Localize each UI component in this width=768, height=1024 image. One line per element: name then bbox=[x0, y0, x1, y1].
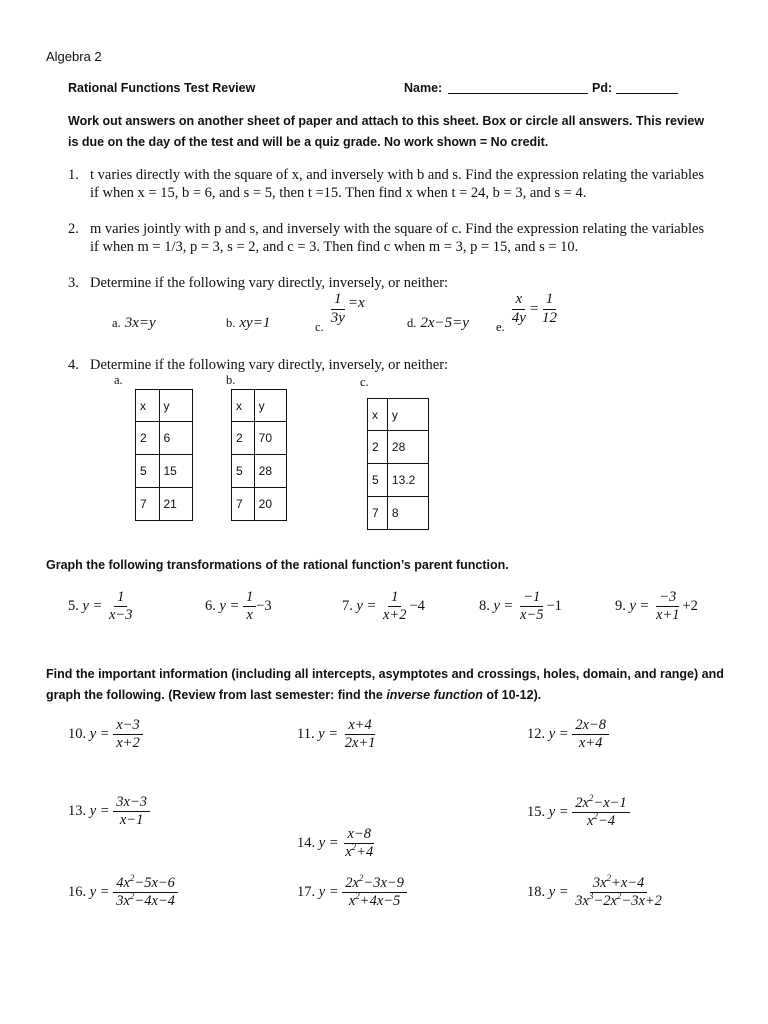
equation-rhs: =x bbox=[347, 294, 365, 311]
cell: 5 bbox=[368, 464, 388, 497]
denominator-term: −2x bbox=[593, 893, 617, 910]
numerator-term: 3x bbox=[592, 875, 607, 891]
equation-lhs: y = bbox=[89, 884, 110, 901]
problem-13 bbox=[68, 795, 150, 828]
denominator bbox=[584, 813, 618, 829]
equation-lhs: y = bbox=[318, 726, 339, 743]
equals-sign: = bbox=[528, 300, 539, 317]
heading-text: of 10-12). bbox=[482, 688, 542, 702]
denominator-term: −4x−4 bbox=[134, 893, 175, 910]
equation-lhs: y = bbox=[548, 884, 569, 901]
cell: 2 bbox=[368, 431, 388, 464]
equation-lhs: y = bbox=[356, 598, 377, 615]
question-text: t varies directly with the square of x, and inversely with b and s. Find the expression relating the variables if when x = 15, b = 6, and s = 5, then t =15. Then find x when t = 24, b = 3, and s = 4. bbox=[90, 167, 705, 201]
numerator-term: −3x−9 bbox=[363, 875, 404, 891]
exponent: 2 bbox=[355, 891, 360, 902]
cell: 2 bbox=[136, 422, 160, 455]
numerator: x bbox=[512, 292, 525, 310]
exponent: 2 bbox=[358, 873, 364, 884]
cell: 7 bbox=[368, 497, 388, 530]
fraction bbox=[113, 795, 150, 828]
q3-part-b bbox=[226, 314, 270, 332]
problem-9 bbox=[615, 590, 698, 623]
denominator: x+1 bbox=[655, 607, 680, 624]
problem-number: 12. bbox=[527, 726, 546, 743]
equation-lhs: y = bbox=[318, 835, 339, 852]
denominator: 12 bbox=[541, 309, 557, 326]
denominator: x+4 bbox=[578, 735, 603, 752]
q3-part-a bbox=[112, 314, 156, 332]
problem-18 bbox=[527, 873, 665, 910]
table-c bbox=[367, 398, 429, 530]
fraction bbox=[517, 590, 546, 623]
table-b bbox=[231, 389, 287, 521]
numerator: x−8 bbox=[344, 827, 373, 844]
course-name: Algebra 2 bbox=[46, 49, 102, 64]
name-blank bbox=[448, 93, 588, 94]
fraction bbox=[509, 292, 529, 327]
numerator: −3 bbox=[656, 590, 679, 607]
problem-number: 16. bbox=[68, 884, 87, 901]
exponent: 2 bbox=[129, 873, 135, 884]
numerator: 1 bbox=[243, 590, 256, 607]
exponent: 2 bbox=[606, 873, 612, 884]
problem-number: 18. bbox=[527, 884, 546, 901]
denominator-term: −3x+2 bbox=[621, 893, 662, 910]
fraction bbox=[342, 827, 376, 860]
problem-number: 9. bbox=[615, 598, 626, 615]
denominator-term: +4 bbox=[356, 844, 374, 861]
exponent: 2 bbox=[588, 793, 594, 804]
denominator bbox=[346, 893, 403, 909]
fraction bbox=[653, 590, 682, 623]
q3-part-d bbox=[407, 314, 469, 332]
numerator bbox=[342, 873, 407, 893]
equation: 3x=y bbox=[124, 315, 156, 331]
cell: 15 bbox=[159, 455, 193, 488]
q3-part-e bbox=[496, 292, 560, 335]
question-number: 1. bbox=[68, 167, 79, 183]
numerator: 1 bbox=[543, 292, 557, 310]
info-section-heading bbox=[46, 664, 726, 706]
equation-lhs: y = bbox=[548, 726, 569, 743]
header-y: y bbox=[254, 390, 286, 422]
problem-7 bbox=[342, 590, 425, 623]
problem-5 bbox=[68, 590, 135, 623]
denominator-term: x bbox=[345, 844, 352, 861]
question-text: Determine if the following vary directly, inversely, or neither: bbox=[90, 357, 449, 373]
problem-number: 6. bbox=[205, 598, 216, 615]
cell: 70 bbox=[254, 422, 286, 455]
equation-tail: −1 bbox=[546, 598, 562, 615]
equation-lhs: y = bbox=[493, 598, 514, 615]
cell: 6 bbox=[159, 422, 193, 455]
equation-tail: −3 bbox=[256, 598, 272, 615]
cell: 7 bbox=[136, 488, 160, 521]
equation-lhs: y = bbox=[318, 884, 339, 901]
part-label: e. bbox=[496, 319, 505, 334]
cell: 20 bbox=[254, 488, 286, 521]
question-number: 2. bbox=[68, 221, 79, 237]
name-label: Name: bbox=[404, 81, 443, 95]
equation: xy=1 bbox=[239, 315, 271, 331]
heading-emphasis: inverse function bbox=[386, 688, 483, 702]
problem-number: 10. bbox=[68, 726, 87, 743]
part-label: d. bbox=[407, 316, 417, 330]
problem-number: 14. bbox=[297, 835, 316, 852]
exponent: 2 bbox=[616, 891, 622, 902]
denominator-term: 3x bbox=[575, 893, 589, 910]
exponent: 3 bbox=[588, 891, 594, 902]
numerator: x−3 bbox=[113, 718, 142, 735]
cell: 5 bbox=[136, 455, 160, 488]
question-1 bbox=[68, 166, 718, 206]
equation-lhs: y = bbox=[89, 803, 110, 820]
period-label: Pd: bbox=[592, 81, 613, 95]
denominator: 3y bbox=[330, 309, 345, 326]
numerator: 3x−3 bbox=[113, 795, 150, 812]
numerator: 1 bbox=[114, 590, 127, 607]
denominator: x+2 bbox=[116, 735, 140, 752]
fraction bbox=[243, 590, 256, 623]
fraction bbox=[328, 292, 348, 327]
cell: 28 bbox=[254, 455, 286, 488]
equation-tail: +2 bbox=[682, 598, 698, 615]
problem-number: 17. bbox=[297, 884, 316, 901]
equation-tail: −4 bbox=[409, 598, 425, 615]
numerator bbox=[113, 873, 178, 893]
cell: 2 bbox=[232, 422, 255, 455]
equation-lhs: y = bbox=[219, 598, 240, 615]
problem-8 bbox=[479, 590, 562, 623]
header-y: y bbox=[159, 390, 193, 422]
problem-number: 11. bbox=[297, 726, 315, 743]
exponent: 2 bbox=[351, 842, 357, 853]
problem-12 bbox=[527, 718, 609, 751]
question-4 bbox=[68, 356, 718, 376]
denominator: x+2 bbox=[382, 607, 407, 624]
denominator bbox=[342, 844, 376, 860]
q4-label-a: a. bbox=[114, 373, 123, 387]
fraction bbox=[572, 793, 629, 830]
equation-lhs: y = bbox=[89, 726, 110, 743]
question-number: 4. bbox=[68, 357, 79, 373]
q3-part-c bbox=[315, 292, 365, 335]
fraction bbox=[380, 590, 409, 623]
exponent: 2 bbox=[129, 891, 135, 902]
numerator: 2x−8 bbox=[572, 718, 609, 735]
numerator-term: −x−1 bbox=[593, 795, 627, 811]
header-x: x bbox=[136, 390, 160, 422]
fraction bbox=[572, 718, 609, 751]
cell: 5 bbox=[232, 455, 255, 488]
problem-10 bbox=[68, 718, 143, 751]
cell: 8 bbox=[387, 497, 428, 530]
problem-number: 13. bbox=[68, 803, 87, 820]
numerator-term: −5x−6 bbox=[134, 875, 175, 891]
denominator-term: x bbox=[348, 893, 356, 910]
denominator: x−5 bbox=[519, 607, 544, 624]
period-blank bbox=[616, 93, 678, 94]
problem-number: 5. bbox=[68, 598, 79, 615]
exponent: 2 bbox=[593, 811, 598, 822]
denominator-term: −4 bbox=[597, 813, 615, 830]
fraction bbox=[113, 873, 178, 910]
denominator: 2x+1 bbox=[344, 735, 376, 752]
numerator-term: 4x bbox=[116, 875, 130, 891]
cell: 28 bbox=[387, 431, 428, 464]
numerator: 1 bbox=[388, 590, 401, 607]
denominator: x bbox=[246, 607, 253, 624]
part-label: c. bbox=[315, 319, 324, 334]
header-x: x bbox=[232, 390, 255, 422]
numerator: x+4 bbox=[345, 718, 374, 735]
numerator: 1 bbox=[331, 292, 345, 310]
graph-section-heading: Graph the following transformations of the rational function’s parent function. bbox=[46, 558, 509, 572]
denominator bbox=[572, 893, 665, 909]
numerator-term: +x−4 bbox=[611, 875, 645, 891]
denominator-term: x bbox=[586, 813, 594, 830]
part-label: b. bbox=[226, 316, 236, 330]
header-x: x bbox=[368, 399, 388, 431]
problem-6 bbox=[205, 590, 272, 623]
question-text: m varies jointly with p and s, and inversely with the square of c. Find the expression relating the variables if when m = 1/3, p = 3, s = 2, and c = 3. Then find c when m = 3, p = 15, and s = 10. bbox=[90, 221, 705, 255]
question-3 bbox=[68, 274, 718, 294]
header-y: y bbox=[387, 399, 428, 431]
problem-14 bbox=[297, 827, 376, 860]
instructions: Work out answers on another sheet of paper and attach to this sheet. Box or circle all answers. This review is due on the day of the test and will be a quiz grade. No work shown = No credit. bbox=[68, 114, 705, 149]
problem-number: 7. bbox=[342, 598, 353, 615]
numerator: −1 bbox=[520, 590, 543, 607]
fraction bbox=[342, 873, 407, 910]
denominator bbox=[113, 893, 178, 909]
equation-lhs: y = bbox=[548, 804, 569, 821]
cell: 13.2 bbox=[387, 464, 428, 497]
heading-text: Find the important information (including all intercepts, asymptotes and crossings, holes, domain, and range) and graph the following. (Review from last semester: find the bbox=[46, 667, 724, 702]
cell: 21 bbox=[159, 488, 193, 521]
q4-label-b: b. bbox=[226, 373, 236, 387]
part-label: a. bbox=[112, 316, 121, 330]
numerator-term: 2x bbox=[345, 875, 359, 891]
denominator: 4y bbox=[511, 309, 526, 326]
question-text: Determine if the following vary directly, inversely, or neither: bbox=[90, 275, 449, 291]
table-a bbox=[135, 389, 193, 521]
denominator: x−3 bbox=[108, 607, 133, 624]
question-2 bbox=[68, 220, 718, 260]
question-number: 3. bbox=[68, 275, 79, 291]
fraction bbox=[113, 718, 142, 751]
denominator-term: +4x−5 bbox=[359, 893, 401, 910]
problem-16 bbox=[68, 873, 178, 910]
denominator-term: 3x bbox=[116, 893, 130, 910]
q4-label-c: c. bbox=[360, 375, 369, 389]
denominator: x−1 bbox=[119, 812, 144, 829]
numerator-term: 2x bbox=[575, 795, 589, 811]
problem-number: 8. bbox=[479, 598, 490, 615]
problem-17 bbox=[297, 873, 407, 910]
worksheet-title: Rational Functions Test Review bbox=[68, 81, 256, 95]
problem-11 bbox=[297, 718, 378, 751]
numerator bbox=[572, 793, 629, 813]
equation: 2x−5=y bbox=[420, 315, 469, 331]
fraction bbox=[106, 590, 135, 623]
problem-15 bbox=[527, 793, 630, 830]
fraction bbox=[539, 292, 560, 327]
fraction bbox=[572, 873, 665, 910]
equation-lhs: y = bbox=[629, 598, 650, 615]
problem-number: 15. bbox=[527, 804, 546, 821]
cell: 7 bbox=[232, 488, 255, 521]
fraction bbox=[342, 718, 379, 751]
equation-lhs: y = bbox=[82, 598, 103, 615]
